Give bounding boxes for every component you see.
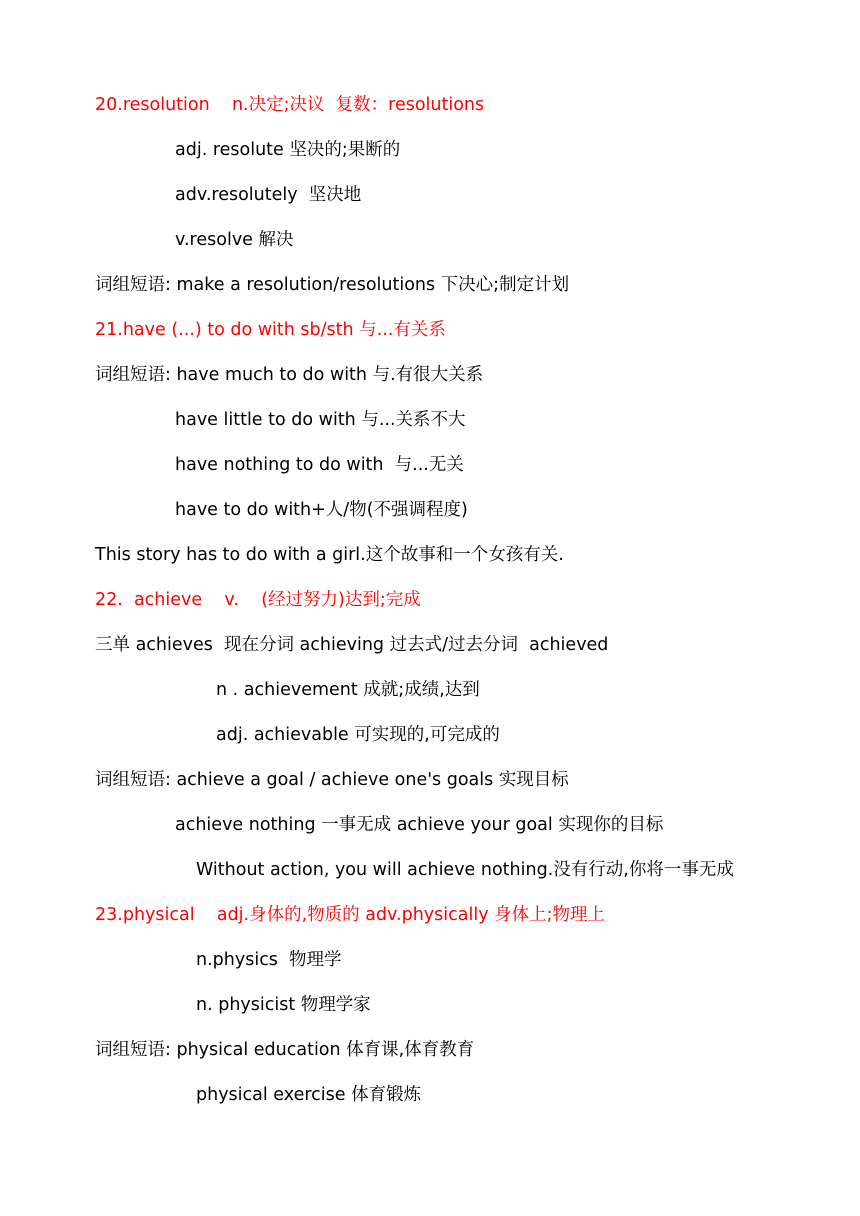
entry-23-heading: 23.physical adj.身体的,物质的 adv.physically 身体上;物理上 <box>95 905 606 925</box>
entry-22-verb-forms: 三单 achieves 现在分词 achieving 过去式/过去分词 achieved <box>95 635 609 655</box>
entry-21-phrase-plain: have to do with+人/物(不强调程度) <box>175 500 468 520</box>
entry-23-noun-physics: n.physics 物理学 <box>196 950 342 970</box>
entry-20-phrases: 词组短语: make a resolution/resolutions 下决心;制定计划 <box>95 275 570 295</box>
entry-21-phrase-nothing: have nothing to do with 与...无关 <box>175 455 464 475</box>
entry-22-phrase-nothing: achieve nothing 一事无成 achieve your goal 实现你的目标 <box>175 815 664 835</box>
entry-23-noun-physicist: n. physicist 物理学家 <box>196 995 371 1015</box>
entry-20-adjective-form: adj. resolute 坚决的;果断的 <box>175 140 401 160</box>
entry-22-noun-form: n . achievement 成就;成绩,达到 <box>216 680 480 700</box>
entry-21-example-sentence: This story has to do with a girl.这个故事和一个女孩有关. <box>95 545 564 565</box>
entry-22-heading: 22. achieve v. (经过努力)达到;完成 <box>95 590 421 610</box>
entry-22-adjective-form: adj. achievable 可实现的,可完成的 <box>216 725 500 745</box>
entry-20-heading: 20.resolution n.决定;决议 复数：resolutions <box>95 95 485 115</box>
entry-23-phrase-exercise: physical exercise 体育锻炼 <box>196 1085 422 1105</box>
entry-22-example-sentence: Without action, you will achieve nothing.没有行动,你将一事无成 <box>196 860 734 880</box>
entry-21-heading: 21.have (...) to do with sb/sth 与...有关系 <box>95 320 446 340</box>
entry-20-adverb-form: adv.resolutely 坚决地 <box>175 185 362 205</box>
entry-23-phrases: 词组短语: physical education 体育课,体育教育 <box>95 1040 475 1060</box>
entry-21-phrase-little: have little to do with 与...关系不大 <box>175 410 466 430</box>
entry-20-verb-form: v.resolve 解决 <box>175 230 294 250</box>
entry-22-phrases: 词组短语: achieve a goal / achieve one's goals 实现目标 <box>95 770 569 790</box>
entry-21-phrases: 词组短语: have much to do with 与.有很大关系 <box>95 365 484 385</box>
